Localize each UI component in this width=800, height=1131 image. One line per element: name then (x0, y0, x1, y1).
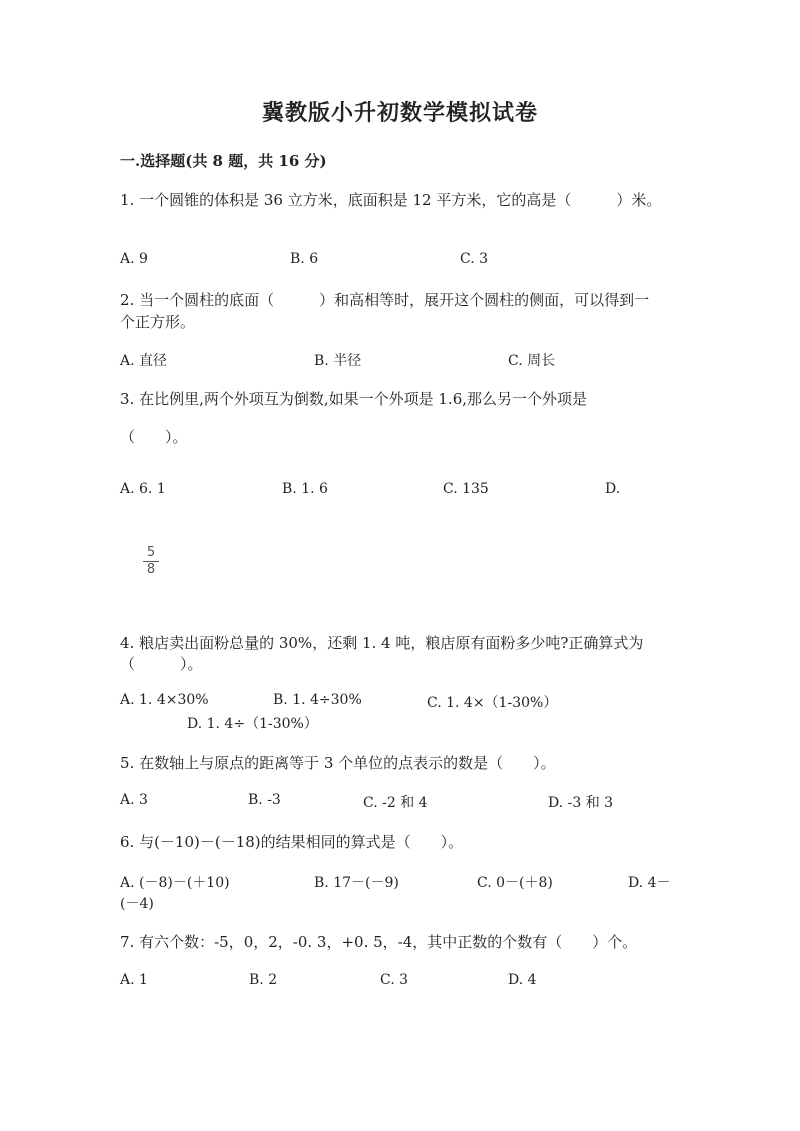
question-2-option-a: A. 直径 (120, 353, 168, 369)
question-5-option-c: C. -2 和 4 (363, 795, 428, 811)
question-6-text: 6. 与(－10)－(－18)的结果相同的算式是（ ）。 (120, 833, 464, 851)
question-1-option-b: B. 6 (290, 251, 319, 267)
question-1-option-a: A. 9 (120, 251, 148, 267)
question-2-text-line-1: 2. 当一个圆柱的底面（ ）和高相等时，展开这个圆柱的侧面，可以得到一 (120, 291, 650, 309)
question-5-option-b: B. -3 (248, 792, 281, 808)
question-6-option-d: D. 4－ (628, 875, 671, 891)
question-2-option-c: C. 周长 (508, 353, 556, 369)
question-6-option-b: B. 17－(－9) (314, 875, 399, 891)
question-7-option-a: A. 1 (120, 972, 148, 988)
fraction-denominator: 8 (146, 562, 156, 577)
question-7-option-b: B. 2 (249, 972, 278, 988)
question-7-text: 7. 有六个数：-5，0，2，-0. 3，+0. 5，-4，其中正数的个数有（ ）个。 (120, 933, 638, 951)
page-title: 冀教版小升初数学模拟试卷 (261, 100, 538, 126)
question-1-text: 1. 一个圆锥的体积是 36 立方米，底面积是 12 平方米，它的高是（ ）米。 (120, 191, 662, 209)
question-7-option-d: D. 4 (508, 972, 537, 988)
section-heading: 一.选择题(共 8 题，共 16 分) (120, 152, 327, 170)
question-2-option-b: B. 半径 (314, 353, 362, 369)
question-5-option-d: D. -3 和 3 (548, 795, 614, 811)
question-3-option-a: A. 6. 1 (120, 481, 166, 497)
question-3-text-line-1: 3. 在比例里,两个外项互为倒数,如果一个外项是 1.6,那么另一个外项是 (120, 390, 588, 408)
question-6-option-c: C. 0－(＋8) (477, 875, 553, 891)
question-4-option-c: C. 1. 4×（1-30%） (427, 695, 558, 711)
question-4-option-b: B. 1. 4÷30% (273, 692, 362, 708)
question-6-option-d-continued: (－4) (120, 896, 154, 912)
question-1-option-c: C. 3 (460, 251, 489, 267)
fraction-numerator: 5 (146, 545, 156, 560)
question-3-option-d-fraction (143, 546, 159, 577)
question-5-text: 5. 在数轴上与原点的距离等于 3 个单位的点表示的数是（ ）。 (120, 754, 556, 772)
question-3-option-b: B. 1. 6 (282, 481, 328, 497)
question-4-option-d: D. 1. 4÷（1-30%） (187, 716, 318, 732)
question-2-text-line-2: 个正方形。 (120, 313, 196, 331)
question-5-option-a: A. 3 (120, 792, 148, 808)
question-4-text-line-1: 4. 粮店卖出面粉总量的 30%，还剩 1. 4 吨，粮店原有面粉多少吨?正确算式为 (120, 634, 644, 652)
question-7-option-c: C. 3 (380, 972, 409, 988)
question-3-option-c: C. 135 (443, 481, 489, 497)
question-3-option-d: D. (605, 481, 621, 497)
question-4-option-a: A. 1. 4×30% (120, 692, 209, 708)
question-3-text-line-2: （ ）。 (120, 428, 188, 446)
question-6-option-a: A. (－8)－(＋10) (120, 875, 230, 891)
question-4-text-line-2: （ ）。 (120, 655, 203, 673)
